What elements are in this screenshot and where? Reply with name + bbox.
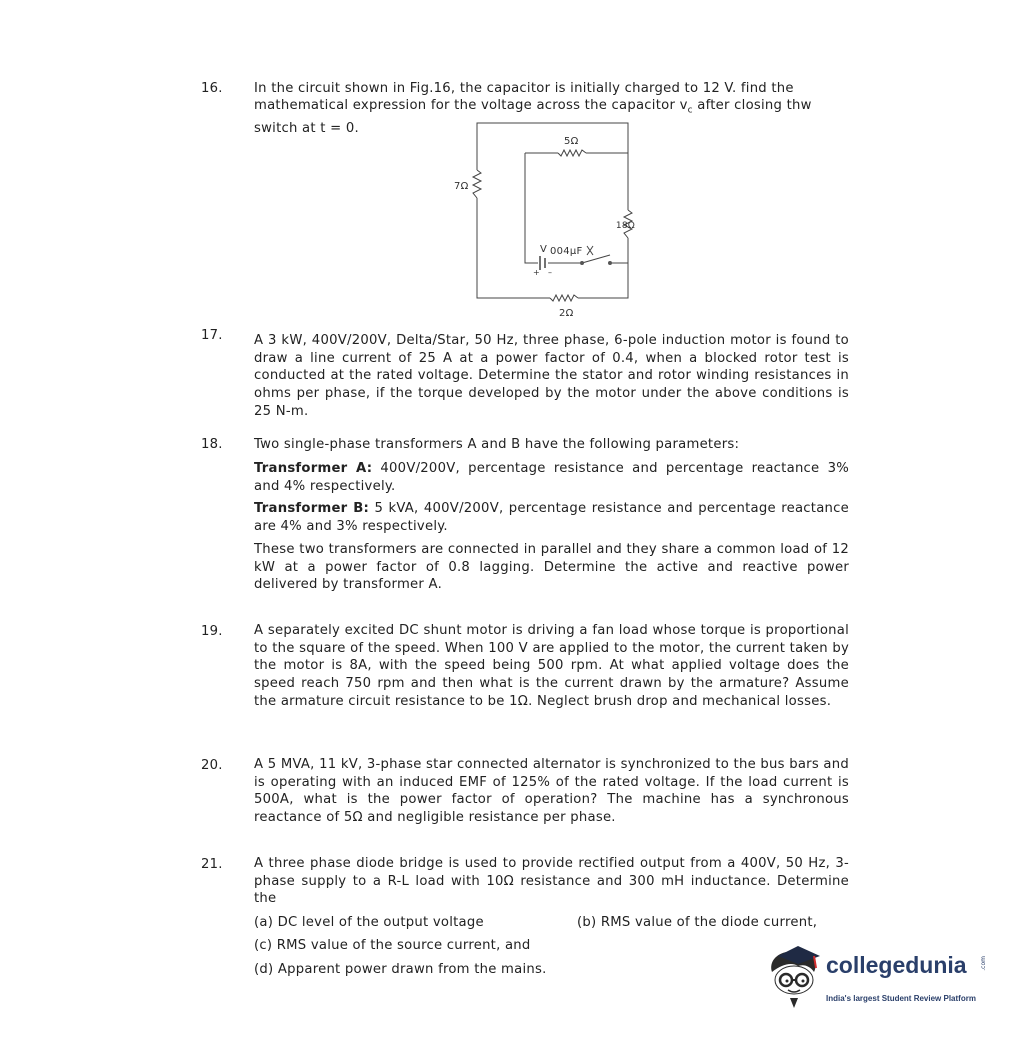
circuit-diagram bbox=[440, 118, 640, 318]
transformer-b-label: Transformer B: bbox=[254, 501, 370, 517]
label-capacitor-value: 004μF bbox=[550, 246, 583, 257]
question-number: 16. bbox=[201, 81, 223, 96]
outer-wire bbox=[477, 123, 628, 298]
label-minus: – bbox=[548, 268, 553, 277]
question-text: A 5 MVA, 11 kV, 3-phase star connected alternator is synchronized to the bus bars and is operating with an induced EMF of 125% of the rated voltage. If the load current is 500A, what is the power factor of operation? The machine has a synchronous reactance of 5Ω and negligible resistance per phase. bbox=[254, 757, 849, 825]
question-number: 20. bbox=[201, 758, 223, 773]
label-capacitor-v: V bbox=[540, 244, 548, 255]
collegedunia-logo bbox=[764, 942, 994, 1012]
label-2ohm: 2Ω bbox=[559, 308, 574, 318]
question-text: A three phase diode bridge is used to provide rectified output from a 400V, 50 Hz, 3-phase supply to a R-L load with 10Ω resistance and 300 mH inductance. Determine the bbox=[254, 856, 849, 907]
question-text: Two single-phase transformers A and B have the following parameters: bbox=[254, 437, 740, 452]
label-7ohm: 7Ω bbox=[454, 181, 469, 192]
label-5ohm: 5Ω bbox=[564, 136, 579, 147]
transformer-b-text: 5 kVA, 400V/200V, percentage resistance and percentage reactance are 4% and 3% respectively. bbox=[254, 501, 850, 534]
logo-com: .com bbox=[980, 956, 987, 971]
question-text-line: In the circuit shown in Fig.16, the capacitor is initially charged to 12 V. find the bbox=[254, 81, 794, 96]
question-text: after closing thw bbox=[692, 98, 812, 113]
switch-contact bbox=[580, 261, 584, 265]
label-plus: + bbox=[533, 268, 540, 277]
option-b: (b) RMS value of the diode current, bbox=[577, 915, 818, 930]
transformer-a bbox=[254, 460, 849, 495]
question-text: These two transformers are connected in parallel and they share a common load of 12 kW at a power factor of 0.8 lagging. Determine the active and reactive power delivered by transformer A. bbox=[254, 542, 849, 593]
question-text-line: switch at t = 0. bbox=[254, 121, 359, 136]
label-18ohm: 18Ω bbox=[615, 221, 635, 231]
question-number: 18. bbox=[201, 437, 223, 452]
transformer-a-text: 400V/200V, percentage resistance and percentage reactance 3% and 4% respectively. bbox=[254, 461, 850, 494]
question-number: 19. bbox=[201, 624, 223, 639]
logo-wordmark bbox=[826, 952, 967, 979]
logo-mascot-icon bbox=[764, 942, 826, 1012]
transformer-a-label: Transformer A: bbox=[254, 461, 373, 477]
option-c: (c) RMS value of the source current, and bbox=[254, 938, 531, 953]
question-text: A separately excited DC shunt motor is driving a fan load whose torque is proportional to the square of the speed. When 100 V are applied to the motor, the current taken by the motor is 8A, with the speed being 500 rpm. At what applied voltage does the speed reach 750 rpm and then what is the current drawn by the armature? Assume the armature circuit resistance to be 1Ω. Neglect brush drop and mechanical losses. bbox=[254, 623, 849, 709]
question-number: 21. bbox=[201, 857, 223, 872]
question-text-line bbox=[254, 97, 812, 120]
question-number: 17. bbox=[201, 328, 223, 343]
question-text: A 3 kW, 400V/200V, Delta/Star, 50 Hz, three phase, 6-pole induction motor is found to draw a line current of 25 A at a power factor of 0.4, when a blocked rotor test is conducted at the rated voltage. Determine the stator and rotor winding resistances in ohms per phase, if the torque developed by the motor under the above conditions is 25 N-m. bbox=[254, 333, 849, 419]
option-d: (d) Apparent power drawn from the mains. bbox=[254, 962, 547, 977]
question-text: mathematical expression for the voltage across the capacitor v bbox=[254, 98, 688, 113]
transformer-b bbox=[254, 500, 849, 535]
logo-word: collegedunia bbox=[826, 952, 967, 978]
switch-contact bbox=[608, 261, 612, 265]
option-a: (a) DC level of the output voltage bbox=[254, 915, 484, 930]
logo-tagline: India's largest Student Review Platform bbox=[826, 994, 976, 1003]
subscript: c bbox=[687, 105, 693, 116]
